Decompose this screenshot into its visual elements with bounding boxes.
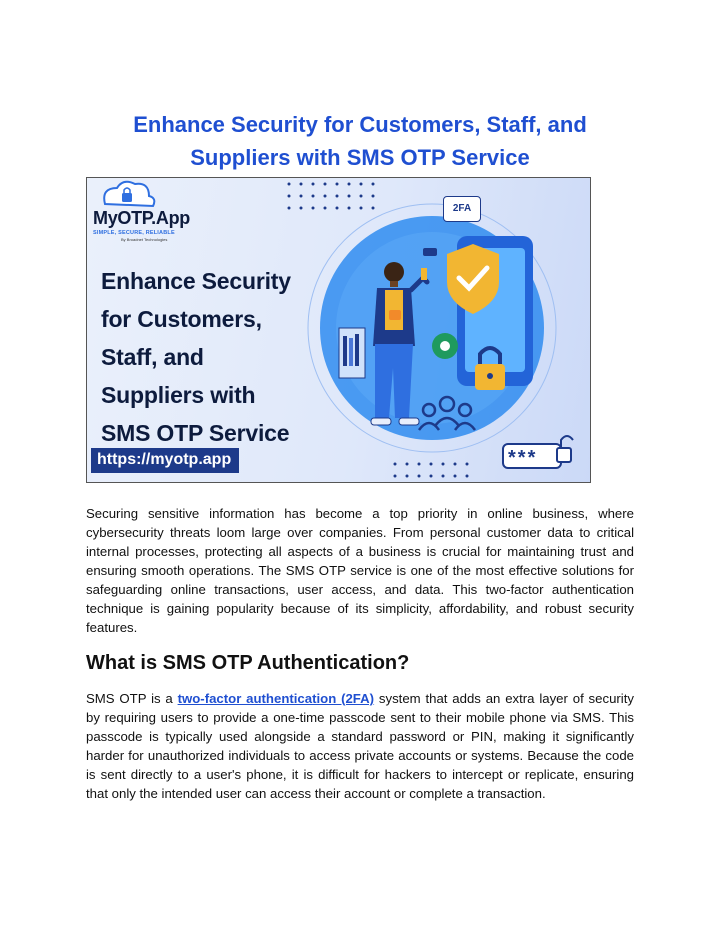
logo-byline: By Broadnet Technologies (121, 237, 168, 242)
title-line-2: Suppliers with SMS OTP Service (190, 145, 530, 170)
headline-line: Suppliers with (101, 382, 256, 408)
headline-line: SMS OTP Service (101, 420, 290, 446)
badge-2fa: 2FA (443, 196, 481, 222)
sms-otp-paragraph (86, 689, 634, 803)
logo-name: MyOTP.App (93, 208, 190, 228)
logo-tagline: SIMPLE, SECURE, RELIABLE (93, 230, 175, 236)
banner-url: https://myotp.app (91, 448, 239, 473)
section-heading: What is SMS OTP Authentication? (86, 652, 410, 674)
headline-line: Enhance Security (101, 268, 291, 294)
intro-paragraph: Securing sensitive information has become a top priority in online business, where cybersecurity threats loom large over companies. From personal customer data to critical internal processes, protecting all aspects of a business is crucial for maintaining trust and ensuring smooth operations. The SMS OTP service is one of the most effective solutions for safeguarding online transactions, user access, and data. This two-factor authentication technique is gaining popularity because of its simplicity, affordability, and robust security features. (86, 506, 634, 635)
paragraph-text: SMS OTP is a (86, 691, 178, 706)
paragraph-text: system that adds an extra layer of security by requiring users to provide a one-time passcode sent to their mobile phone via SMS. This passcode is typically used alongside a standard password or PIN, making it significantly harder for unauthorized individuals to access private accounts or systems. Because the code is sent directly to a user's phone, it is difficult for hackers to intercept or replicate, ensuring that only the intended user can access their account or complete a transaction. (86, 691, 634, 801)
password-mask: *** (508, 447, 538, 469)
banner-headline (101, 262, 361, 452)
page-title (60, 108, 660, 174)
unlock-icon (557, 448, 571, 462)
headline-line: Staff, and (101, 344, 204, 370)
hero-banner-image (86, 177, 591, 483)
two-factor-authentication-link[interactable]: two-factor authentication (2FA) (177, 691, 375, 706)
title-line-1: Enhance Security for Customers, Staff, and (133, 112, 587, 137)
headline-line: for Customers, (101, 306, 262, 332)
dot-pattern-icon (288, 183, 375, 210)
